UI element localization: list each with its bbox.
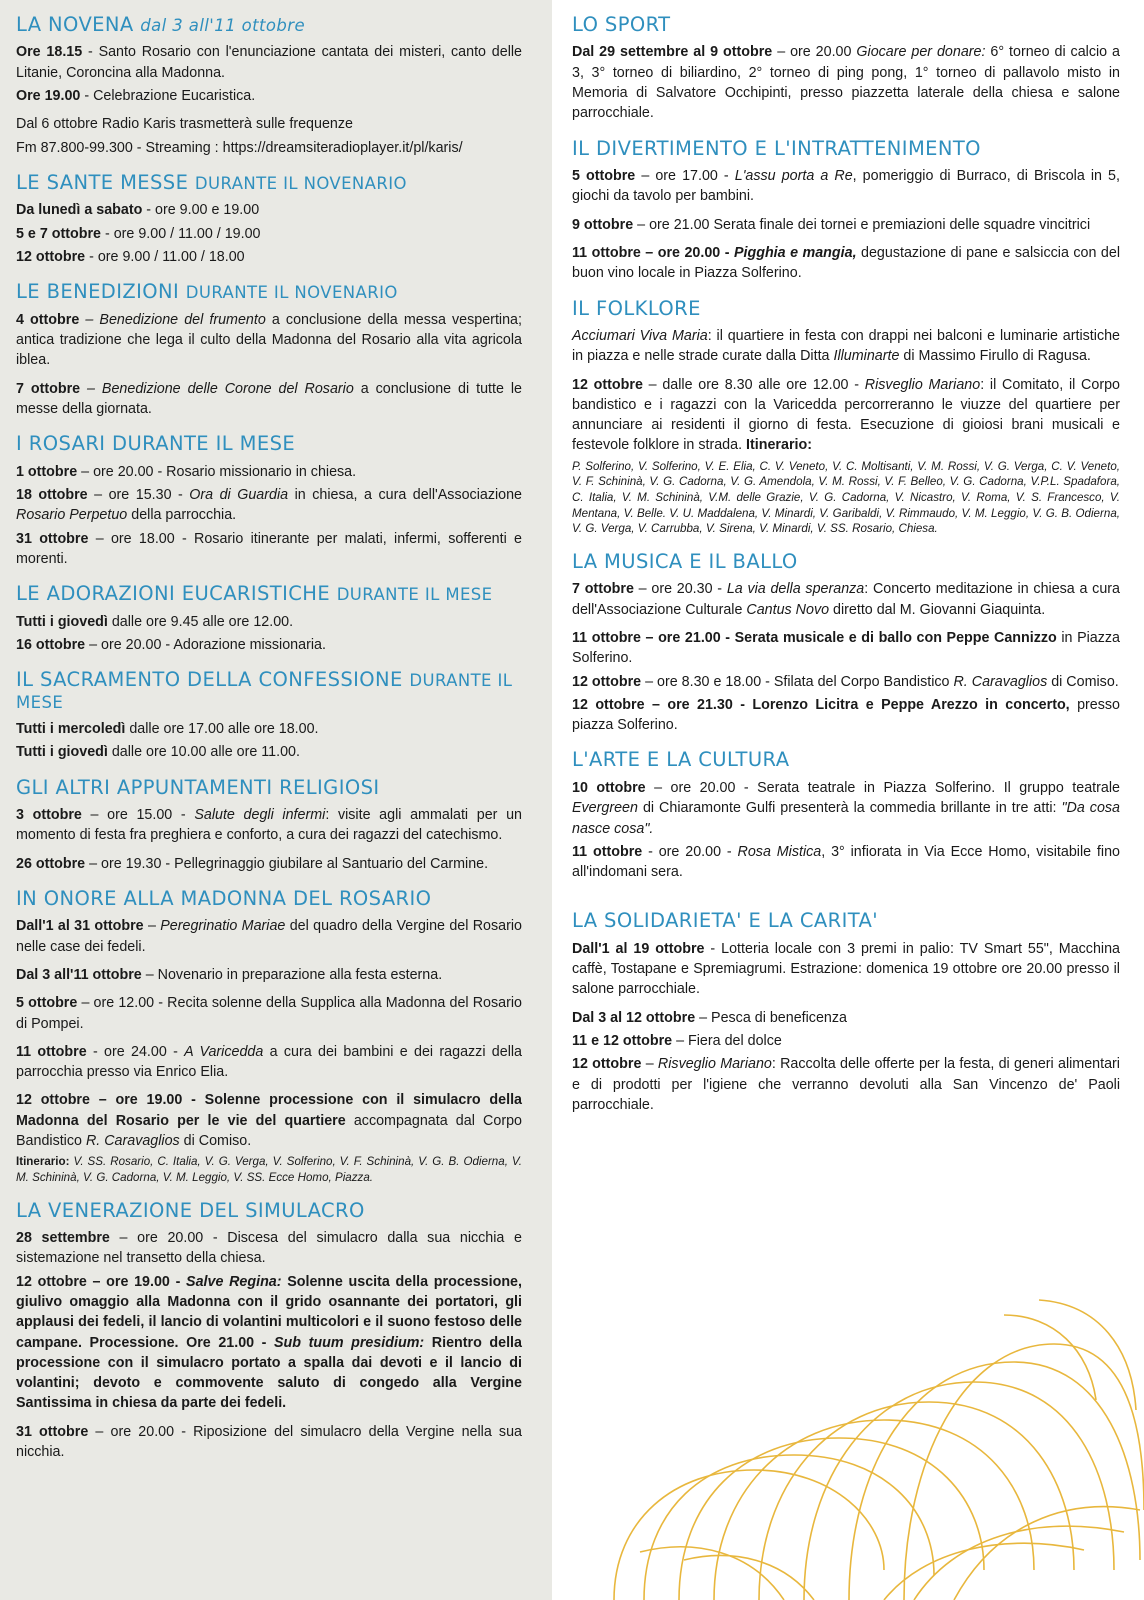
heading-text: IL SACRAMENTO DELLA CONFESSIONE	[16, 668, 403, 692]
detail-text: – ore 15.00 -	[81, 807, 195, 824]
event-title: Giocare per donare:	[856, 44, 986, 61]
date-label: 16 ottobre	[16, 636, 86, 653]
onore-itinerario	[16, 1154, 522, 1185]
detail-text: presso piazza Solferino.	[572, 696, 1121, 734]
detail-text: – ore 17.00 -	[635, 168, 735, 185]
heading-text: LE ADORAZIONI EUCARISTICHE	[16, 582, 331, 606]
detail-text: - ore 9.00 / 11.00 / 18.00	[85, 248, 245, 265]
date-label: 12 ottobre	[572, 673, 642, 690]
section-heading-confessione	[16, 669, 522, 712]
heading-subtext: DURANTE IL NOVENARIO	[185, 283, 398, 303]
detail-text: – ore 19.30 - Pellegrinaggio giubilare al Santuario del Carmine.	[85, 855, 489, 872]
messe-row	[16, 224, 522, 244]
detail-text: : Raccolta delle offerte per la festa, di generi alimentari e di prodotti per l'igiene che verranno devoluti alla San Vincenzo de' Paoli parrocchiale.	[572, 1056, 1120, 1113]
solidarieta-row	[572, 939, 1120, 1000]
detail-text: - ore 20.00 -	[642, 843, 738, 860]
heading-subtext: DURANTE IL MESE	[16, 671, 513, 712]
heading-text: LA MUSICA E IL BALLO	[572, 549, 798, 573]
musica-row	[572, 628, 1120, 669]
group-name: Evergreen	[572, 800, 638, 817]
detail-text: - ore 24.00 -	[86, 1043, 185, 1060]
detail-text: diretto dal M. Giovanni Giaquinta.	[829, 601, 1046, 618]
itinerary-text: P. Solferino, V. Solferino, V. E. Elia, C. V. Veneto, V. C. Moltisanti, V. M. Rossi, V. G. Verga, C. V. Veneto, V. F. Schininà, V. G. Cadorna, V. G. Amendola, V. M. Rossi, V. F. Belleo, V. G. Cadorna, V.P.L. Spadafora, C. Italia, V. M. Schininà, V.M. delle Grazie, V. G. Cadorna, V. Nicastro, V. Roma, V. S. Francesco, V. Mentana, V. Belle. V. U. Maddalena, V. Minardi, V. Garibaldi, V. Rimmaudo, V. M. Leggio, V. G. B. Odierna, V. G. Verga, V. Carrubba, V. Sirena, V. Minardi, V. SS. Rosario, Chiesa.	[572, 459, 1120, 536]
date-label: 9 ottobre	[572, 216, 634, 233]
detail-text: dalle ore 17.00 alle ore 18.00.	[125, 721, 319, 737]
detail-text: –	[143, 918, 161, 935]
event-title: Risveglio Mariano	[657, 1056, 772, 1073]
appuntamento-row	[16, 854, 522, 874]
date-label: 11 ottobre – ore 21.00 - Serata musicale e di ballo con Peppe Cannizzo	[572, 630, 1057, 646]
venerazione-row	[16, 1272, 522, 1414]
detail-text: – Fiera del dolce	[672, 1033, 782, 1050]
section-heading-sport	[572, 14, 1120, 35]
detail-text: 6° torneo di calcio a 3, 3° torneo di biliardino, 2° torneo di ping pong, 1° torneo di pallavolo misto in Memoria di Salvatore Occhipinti, presso piazzetta laterale della chiesa e salone parrocchiale.	[572, 44, 1120, 122]
section-heading-rosari	[16, 433, 522, 454]
adorazione-row	[16, 635, 522, 655]
musica-row	[572, 672, 1120, 692]
heading-text: LE SANTE MESSE	[16, 170, 189, 194]
rosario-row	[16, 485, 522, 526]
time-label: Ore 18.15	[16, 44, 83, 61]
date-label: 5 ottobre	[572, 168, 636, 185]
heading-text: IL FOLKLORE	[572, 296, 701, 320]
musica-row	[572, 579, 1120, 620]
date-label: 5 ottobre	[16, 995, 78, 1012]
date-label: 5 e 7 ottobre	[16, 225, 102, 242]
solidarieta-row	[572, 1031, 1120, 1051]
heading-text: LO SPORT	[572, 13, 671, 36]
date-label: 11 ottobre – ore 20.00 -	[572, 244, 734, 261]
detail-text: - ore 9.00 / 11.00 / 19.00	[101, 225, 261, 242]
itinerary-text: V. SS. Rosario, C. Italia, V. G. Verga, V. Solferino, V. F. Schininà, V. G. B. Odierna, V. M. Schininà, V. G. Cadorna, V. M. Leggio, V. SS. Ecce Homo, Piazza.	[16, 1155, 522, 1184]
date-label: 12 ottobre	[572, 1056, 642, 1073]
detail-text: - ore 9.00 e 19.00	[142, 202, 260, 219]
folklore-risveglio	[572, 375, 1120, 456]
section-heading-solidarieta	[572, 910, 1120, 931]
heading-text: GLI ALTRI APPUNTAMENTI RELIGIOSI	[16, 775, 380, 799]
section-heading-divertimento	[572, 138, 1120, 159]
radio-line-2	[16, 138, 522, 158]
musica-row	[572, 695, 1120, 736]
spacer	[572, 890, 1120, 896]
rosario-row	[16, 529, 522, 570]
appuntamento-row	[16, 805, 522, 846]
date-label: 3 ottobre	[16, 807, 82, 824]
event-title: Acciumari Viva Maria	[572, 327, 708, 344]
detail-text: – Pesca di beneficenza	[695, 1009, 847, 1026]
heading-text: LA VENERAZIONE DEL SIMULACRO	[16, 1198, 365, 1222]
onore-row	[16, 993, 522, 1034]
band-name: R. Caravaglios	[953, 673, 1048, 690]
date-label: Dall'1 al 31 ottobre	[16, 918, 144, 935]
detail-text: : visite agli ammalati per un momento di festa fra preghiera e conforto, a cura dei ragazzi del catechismo.	[16, 807, 522, 844]
date-label: Dal 3 all'11 ottobre	[16, 966, 142, 983]
section-heading-adorazioni	[16, 583, 522, 604]
date-label: 12 ottobre – ore 19.00 - Solenne processione con il simulacro della Madonna del Rosario per le vie del quartiere	[16, 1092, 522, 1129]
detail-text: dalle ore 10.00 alle ore 11.00.	[107, 744, 300, 761]
detail-text: di Massimo Firullo di Ragusa.	[899, 348, 1091, 365]
right-column	[560, 0, 1144, 1133]
section-heading-benedizioni	[16, 281, 522, 302]
detail-text: , 3° infiorata in Via Ecce Homo, visitabile fino all'indomani sera.	[572, 843, 1120, 881]
messe-row	[16, 200, 522, 220]
onore-row	[16, 916, 522, 957]
detail-text: della parrocchia.	[127, 507, 237, 524]
venerazione-row	[16, 1422, 522, 1463]
detail-text: – ore 20.00 - Riposizione del simulacro della Vergine nella sua nicchia.	[16, 1423, 522, 1461]
date-label: Dal 29 settembre al 9 ottobre	[572, 44, 773, 61]
event-title: Rosa Mistica	[737, 843, 822, 860]
heading-text: LA NOVENA	[16, 13, 134, 36]
divertimento-row	[572, 215, 1120, 235]
date-label: Tutti i giovedì	[16, 744, 108, 761]
play-title: "Da cosa nasce cosa".	[572, 800, 1120, 837]
novena-line-1	[16, 42, 522, 83]
date-label: Tutti i giovedì	[16, 613, 108, 630]
date-label: 11 ottobre	[16, 1043, 87, 1060]
date-label: 7 ottobre	[572, 581, 634, 598]
event-title: Salute degli infermi	[194, 807, 326, 824]
detail-text: in chiesa, a cura dell'Associazione	[288, 486, 522, 503]
divertimento-row	[572, 166, 1120, 207]
detail-text: dalle ore 9.45 alle ore 12.00.	[107, 613, 294, 630]
date-label: Tutti i mercoledì	[16, 721, 126, 737]
adorazione-row	[16, 612, 522, 632]
itinerary-label: Itinerario:	[746, 437, 812, 454]
date-label: Da lunedì a sabato	[16, 202, 143, 219]
detail-text: – Novenario in preparazione alla festa esterna.	[141, 966, 443, 983]
detail-text: – ore 20.00	[772, 44, 857, 61]
heading-text: L'ARTE E LA CULTURA	[572, 748, 790, 772]
benedizione-row	[16, 310, 522, 371]
onore-processione	[16, 1090, 522, 1151]
date-label: 31 ottobre	[16, 1423, 89, 1440]
detail-text: – ore 20.00 - Rosario missionario in chiesa.	[77, 463, 357, 480]
detail-text: a conclusione della messa vespertina; antica tradizione che lega il culto della Madonna del Rosario alla vita agricola iblea.	[16, 311, 522, 369]
sport-row	[572, 42, 1120, 123]
benedizione-row	[16, 379, 522, 420]
date-label: 1 ottobre	[16, 463, 78, 480]
detail-text: del quadro della Vergine del Rosario nelle case dei fedeli.	[16, 918, 522, 955]
detail-text: – ore 8.30 e 18.00 - Sfilata del Corpo Bandistico	[641, 673, 954, 690]
date-label: 10 ottobre	[572, 779, 646, 796]
time-label: Ore 19.00	[16, 88, 81, 105]
detail-text: - Celebrazione Eucaristica.	[80, 88, 256, 105]
detail-text: Fm 87.800-99.300 - Streaming : https://dreamsiteradioplayer.it/pl/karis/	[16, 139, 463, 156]
detail-text: : Concerto meditazione in chiesa a cura dell'Associazione Culturale	[572, 581, 1120, 618]
band-name: R. Caravaglios	[85, 1133, 180, 1150]
detail-text: Rientro della processione con il simulacro portato a spalla dai devoti e il lancio di volantini; devoto e commovente saluto di congedo alla Vergine Santissima in chiesa da parte dei fedeli.	[16, 1334, 522, 1412]
detail-text: degustazione di pane e salsiccia con del buon vino locale in Piazza Solferino.	[572, 244, 1120, 282]
event-title: Salve Regina:	[186, 1273, 282, 1290]
solidarieta-row	[572, 1054, 1120, 1115]
detail-text: –	[641, 1056, 658, 1073]
detail-text: in Piazza Solferino.	[572, 630, 1121, 667]
section-heading-novena	[16, 14, 522, 35]
heading-text: IN ONORE ALLA MADONNA DEL ROSARIO	[16, 886, 432, 910]
date-label: 26 ottobre	[16, 855, 86, 872]
detail-text: Dal 6 ottobre Radio Karis trasmetterà sulle frequenze	[16, 116, 353, 133]
detail-text: – ore 12.00 - Recita solenne della Supplica alla Madonna del Rosario di Pompei.	[16, 995, 522, 1032]
event-title: – Benedizione del frumento	[79, 311, 266, 328]
venerazione-row	[16, 1228, 522, 1269]
detail-text: di Comiso.	[1047, 673, 1119, 690]
detail-text: – ore 21.00 Serata finale dei tornei e premiazioni delle squadre vincitrici	[633, 216, 1091, 233]
company-name: Illuminarte	[833, 348, 900, 365]
date-label: 11 ottobre	[572, 843, 643, 860]
radio-line-1	[16, 114, 522, 134]
itinerary-label: Itinerario:	[16, 1155, 70, 1169]
arte-row	[572, 842, 1120, 883]
date-label: 12 ottobre – ore 21.30 - Lorenzo Licitra e Peppe Arezzo in concerto,	[572, 696, 1070, 713]
detail-text: – ore 20.00 - Adorazione missionaria.	[85, 636, 326, 653]
event-title: L'assu porta a Re	[734, 168, 853, 185]
heading-text: LA SOLIDARIETA' E LA CARITA'	[572, 909, 879, 933]
detail-text: – ore 20.30 -	[633, 581, 727, 598]
section-heading-onore-madonna	[16, 888, 522, 909]
heading-subtext: DURANTE IL MESE	[336, 585, 493, 605]
date-label: 4 ottobre	[16, 311, 80, 328]
date-label: 31 ottobre	[16, 530, 89, 547]
heading-text: I ROSARI DURANTE IL MESE	[16, 432, 296, 456]
messe-row	[16, 247, 522, 267]
solidarieta-row	[572, 1008, 1120, 1028]
detail-text: , pomeriggio di Burraco, di Briscola in 5, giochi da tavolo per bambini.	[572, 168, 1120, 205]
date-label: 12 ottobre	[16, 248, 86, 265]
section-heading-messe	[16, 172, 522, 193]
heading-subtext: DURANTE IL NOVENARIO	[194, 173, 407, 193]
decorative-swirl-ornament	[584, 1270, 1144, 1600]
section-heading-altri-appuntamenti	[16, 777, 522, 798]
event-title: – Benedizione delle Corone del Rosario	[80, 380, 354, 397]
heading-text: LE BENEDIZIONI	[16, 280, 180, 304]
event-title: Rosario Perpetuo	[16, 507, 128, 524]
detail-text: Solenne uscita della processione, giulivo omaggio alla Madonna con il grido osannante dei portatori, gli applausi dei fedeli, il lancio di volantini multicolori e il suono festoso delle campane. Processione. Ore 21.00 -	[16, 1273, 522, 1351]
event-title: Ora di Guardia	[189, 486, 289, 503]
date-label: Dall'1 al 19 ottobre	[572, 940, 705, 957]
folklore-itinerario	[572, 459, 1120, 537]
folklore-intro	[572, 326, 1120, 367]
detail-text: – ore 18.00 - Rosario itinerante per malati, infermi, sofferenti e morenti.	[16, 530, 522, 567]
onore-row	[16, 965, 522, 985]
date-label: Dal 3 al 12 ottobre	[572, 1009, 696, 1026]
confessione-row	[16, 742, 522, 762]
heading-subtext: dal 3 all'11 ottobre	[140, 16, 305, 35]
event-title: La via della speranza	[726, 581, 865, 598]
detail-text: – ore 20.00 - Serata teatrale in Piazza Solferino. Il gruppo teatrale	[645, 779, 1120, 796]
detail-text: - Lotteria locale con 3 premi in palio: TV Smart 55", Macchina caffè, Tostapane e Spremiagrumi. Estrazione: domenica 19 ottobre ore 20.00 presso il salone parrocchiale.	[572, 940, 1120, 998]
event-title: Pigghia e mangia,	[733, 244, 857, 261]
detail-text: – ore 20.00 - Discesa del simulacro dalla sua nicchia e sistemazione nel transetto della chiesa.	[16, 1230, 522, 1267]
event-title: A Varicedda	[184, 1043, 264, 1060]
event-title: Sub tuum presidium:	[274, 1334, 425, 1351]
detail-text: accompagnata dal Corpo Bandistico	[16, 1112, 522, 1150]
detail-text: di Chiaramonte Gulfi presenterà la commedia brillante in tre atti:	[637, 800, 1062, 817]
rosario-row	[16, 462, 522, 482]
detail-text: – dalle ore 8.30 alle ore 12.00 -	[642, 376, 865, 393]
section-heading-venerazione	[16, 1200, 522, 1221]
confessione-row	[16, 719, 522, 739]
section-heading-folklore	[572, 298, 1120, 319]
detail-text: di Comiso.	[179, 1133, 252, 1150]
detail-text: : il Comitato, il Corpo bandistico e i ragazzi con la Varicedda percorreranno le viuzze del quartiere per annunciare ai residenti il giorno di festa. Esecuzione di gioiosi brani musicali e festevole folklore in strada.	[572, 376, 1120, 454]
detail-text: a cura dei bambini e dei ragazzi della parrocchia presso via Enrico Elia.	[16, 1043, 523, 1081]
date-label: 18 ottobre	[16, 486, 88, 503]
association-name: Cantus Novo	[746, 601, 830, 618]
date-label: 7 ottobre	[16, 380, 81, 397]
divertimento-row	[572, 243, 1120, 284]
event-title: Peregrinatio Mariae	[160, 918, 286, 935]
event-title: Risveglio Mariano	[864, 376, 981, 393]
arte-row	[572, 778, 1120, 839]
detail-text: a conclusione di tutte le messe della giornata.	[16, 380, 522, 417]
novena-line-2	[16, 86, 522, 106]
left-column	[0, 0, 552, 1480]
detail-text: : il quartiere in festa con drappi nei balconi e luminarie artistiche in piazza e nelle strade curate dalla Ditta	[572, 327, 1120, 365]
date-label: 12 ottobre – ore 19.00 -	[16, 1273, 187, 1290]
detail-text: - Santo Rosario con l'enunciazione cantata dei misteri, canto delle Litanie, Coroncina alla Madonna.	[16, 44, 522, 81]
detail-text: – ore 15.30 -	[87, 486, 190, 503]
date-label: 28 settembre	[16, 1230, 110, 1247]
date-label: 11 e 12 ottobre	[572, 1033, 673, 1050]
onore-row	[16, 1042, 522, 1083]
heading-text: IL DIVERTIMENTO E L'INTRATTENIMENTO	[572, 136, 981, 160]
section-heading-arte	[572, 749, 1120, 770]
section-heading-musica	[572, 551, 1120, 572]
date-label: 12 ottobre	[572, 376, 643, 393]
